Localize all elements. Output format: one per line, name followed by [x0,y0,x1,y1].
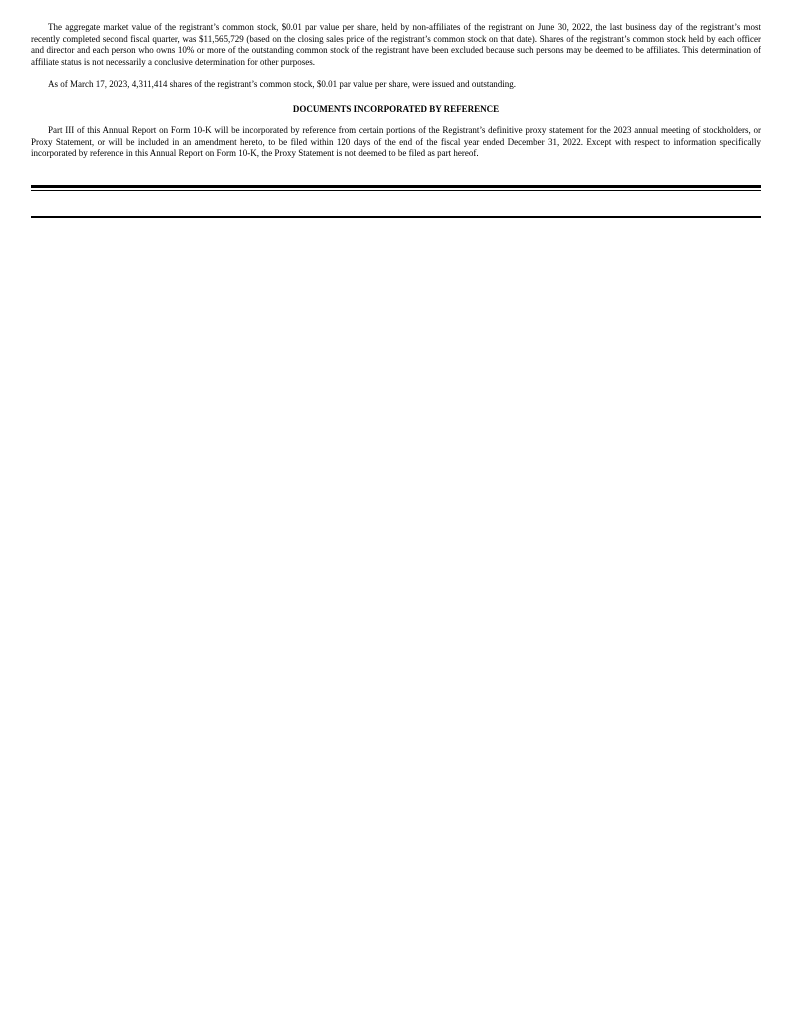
shares-outstanding-paragraph: As of March 17, 2023, 4,311,414 shares of the registrant’s common stock, $0.01 par value per share, were issued and outstanding. [48,79,517,89]
market-value-paragraph: The aggregate market value of the registrant’s common stock, $0.01 par value per share, held by non-affiliates of the registrant on June 30, 2022, the last business day of the registrant’s most recently completed second fiscal quarter, was $11,565,729 (based on the closing sales price of the registrant’s common stock on that date). Shares of the registrant’s common stock held by each officer and director and each person who owns 10% or more of the outstanding common stock of the registrant have been excluded because such persons may be deemed to be affiliates. This determination of affiliate status is not necessarily a conclusive determination for other purposes. [31,22,761,67]
thick-divider-rule [31,185,761,188]
documents-incorporated-heading: DOCUMENTS INCORPORATED BY REFERENCE [292,103,500,114]
thin-divider-rule [31,190,761,191]
incorporation-by-reference-paragraph: Part III of this Annual Report on Form 10-K will be incorporated by reference from certain portions of the Registrant’s definitive proxy statement for the 2023 annual meeting of stockholders, or Proxy Statement, or will be included in an amendment hereto, to be filed within 120 days of the end of the fiscal year ended December 31, 2022. Except with respect to information specifically incorporated by reference in this Annual Report on Form 10-K, the Proxy Statement is not deemed to be filed as part hereof. [31,125,761,158]
document-page [31,22,761,160]
bottom-divider-rule [31,216,761,218]
